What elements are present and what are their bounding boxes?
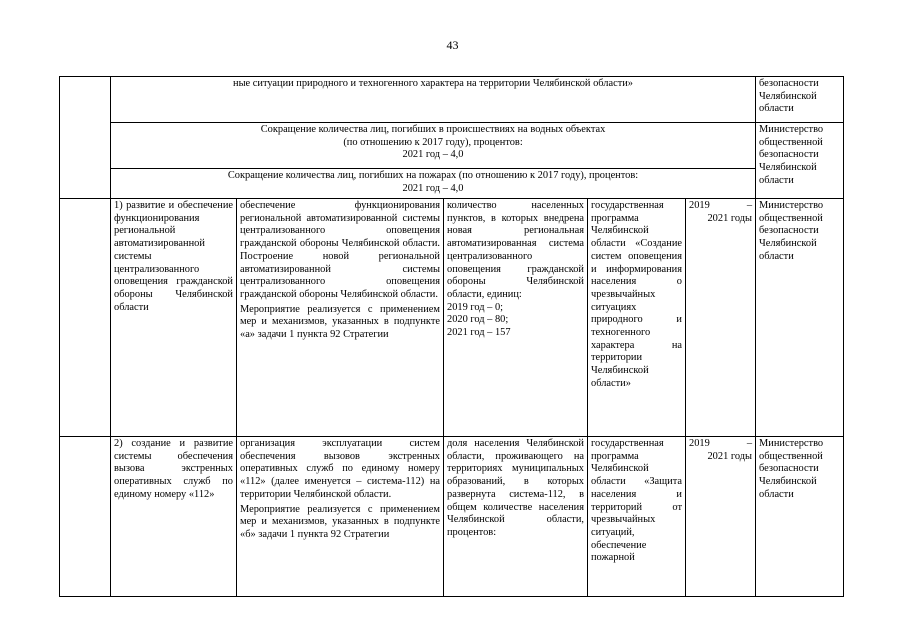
activity-cell: обеспечение функционирования региональной автоматизированной системы централизованного оповещения гражданской обороны Челябинской области. Построение новой региональной автоматизированной системы централизованного оповещения гражданской обороны Челябинской области. Мероприятие реализуется с применением мер и механизмов, указанных в подпункте «а» задачи 1 пункта 92 Стратегии bbox=[237, 199, 444, 437]
program-cell: государственная программа Челябинской области «Защита населения и территорий от чрезвычайных ситуаций, обеспечение пожарной bbox=[588, 437, 686, 597]
indicator-cell: количество населенных пунктов, в которых внедрена новая региональная автоматизированная система централизованного оповещения гражданской обороны Челябинской области, единиц: 2019 год – 0; 2020 год – 80; 2021 год – 157 bbox=[444, 199, 588, 437]
task-cell: 1) развитие и обеспечение функционирования региональной автоматизированной системы централизованного оповещения гражданской обороны Челябинской области bbox=[111, 199, 237, 437]
indicator-responsible: Министерство общественной безопасности Челябинской области bbox=[756, 123, 844, 199]
responsible-cell: Министерство общественной безопасности Челябинской области bbox=[756, 199, 844, 437]
period-cell: 2019 – 2021 годы bbox=[686, 437, 756, 597]
indicator-cell: доля населения Челябинской области, проживающего на территориях муниципальных образований, в которых развернута система-112, в общем количестве населения Челябинской области, процентов: bbox=[444, 437, 588, 597]
indicator-fire: Сокращение количества лиц, погибших на пожарах (по отношению к 2017 году), процентов: 2021 год – 4,0 bbox=[111, 169, 756, 199]
activity-cell: организация эксплуатации систем обеспечения вызовов экстренных оперативных служб по единому номеру «112» (далее именуется – система-112) на территории Челябинской области. Мероприятие реализуется с применением мер и механизмов, указанных в подпункте «б» задачи 1 пункта 92 Стратегии bbox=[237, 437, 444, 597]
table-row bbox=[60, 437, 844, 597]
indicator-water-row bbox=[60, 123, 844, 169]
program-cell: государственная программа Челябинской области «Создание систем оповещения и информирования населения о чрезвычайных ситуациях природного и техногенного характера на территории Челябинской области» bbox=[588, 199, 686, 437]
page-number: 43 bbox=[446, 38, 459, 52]
responsible-cell: Министерство общественной безопасности Челябинской области bbox=[756, 437, 844, 597]
task-cell: 2) создание и развитие системы обеспечения вызова экстренных оперативных служб по единому номеру «112» bbox=[111, 437, 237, 597]
indicator-fire-row bbox=[60, 169, 844, 199]
table-row bbox=[60, 199, 844, 437]
period-cell: 2019 – 2021 годы bbox=[686, 199, 756, 437]
number-cell bbox=[60, 77, 111, 199]
header-tail-responsible: безопасности Челябинской области bbox=[756, 77, 844, 123]
number-cell bbox=[60, 199, 111, 437]
strategy-table bbox=[59, 76, 844, 597]
header-tail-text: ные ситуации природного и техногенного характера на территории Челябинской области» bbox=[111, 77, 756, 123]
number-cell bbox=[60, 437, 111, 597]
header-tail-row bbox=[60, 77, 844, 123]
indicator-water: Сокращение количества лиц, погибших в происшествиях на водных объектах (по отношению к 2017 году), процентов: 2021 год – 4,0 bbox=[111, 123, 756, 169]
